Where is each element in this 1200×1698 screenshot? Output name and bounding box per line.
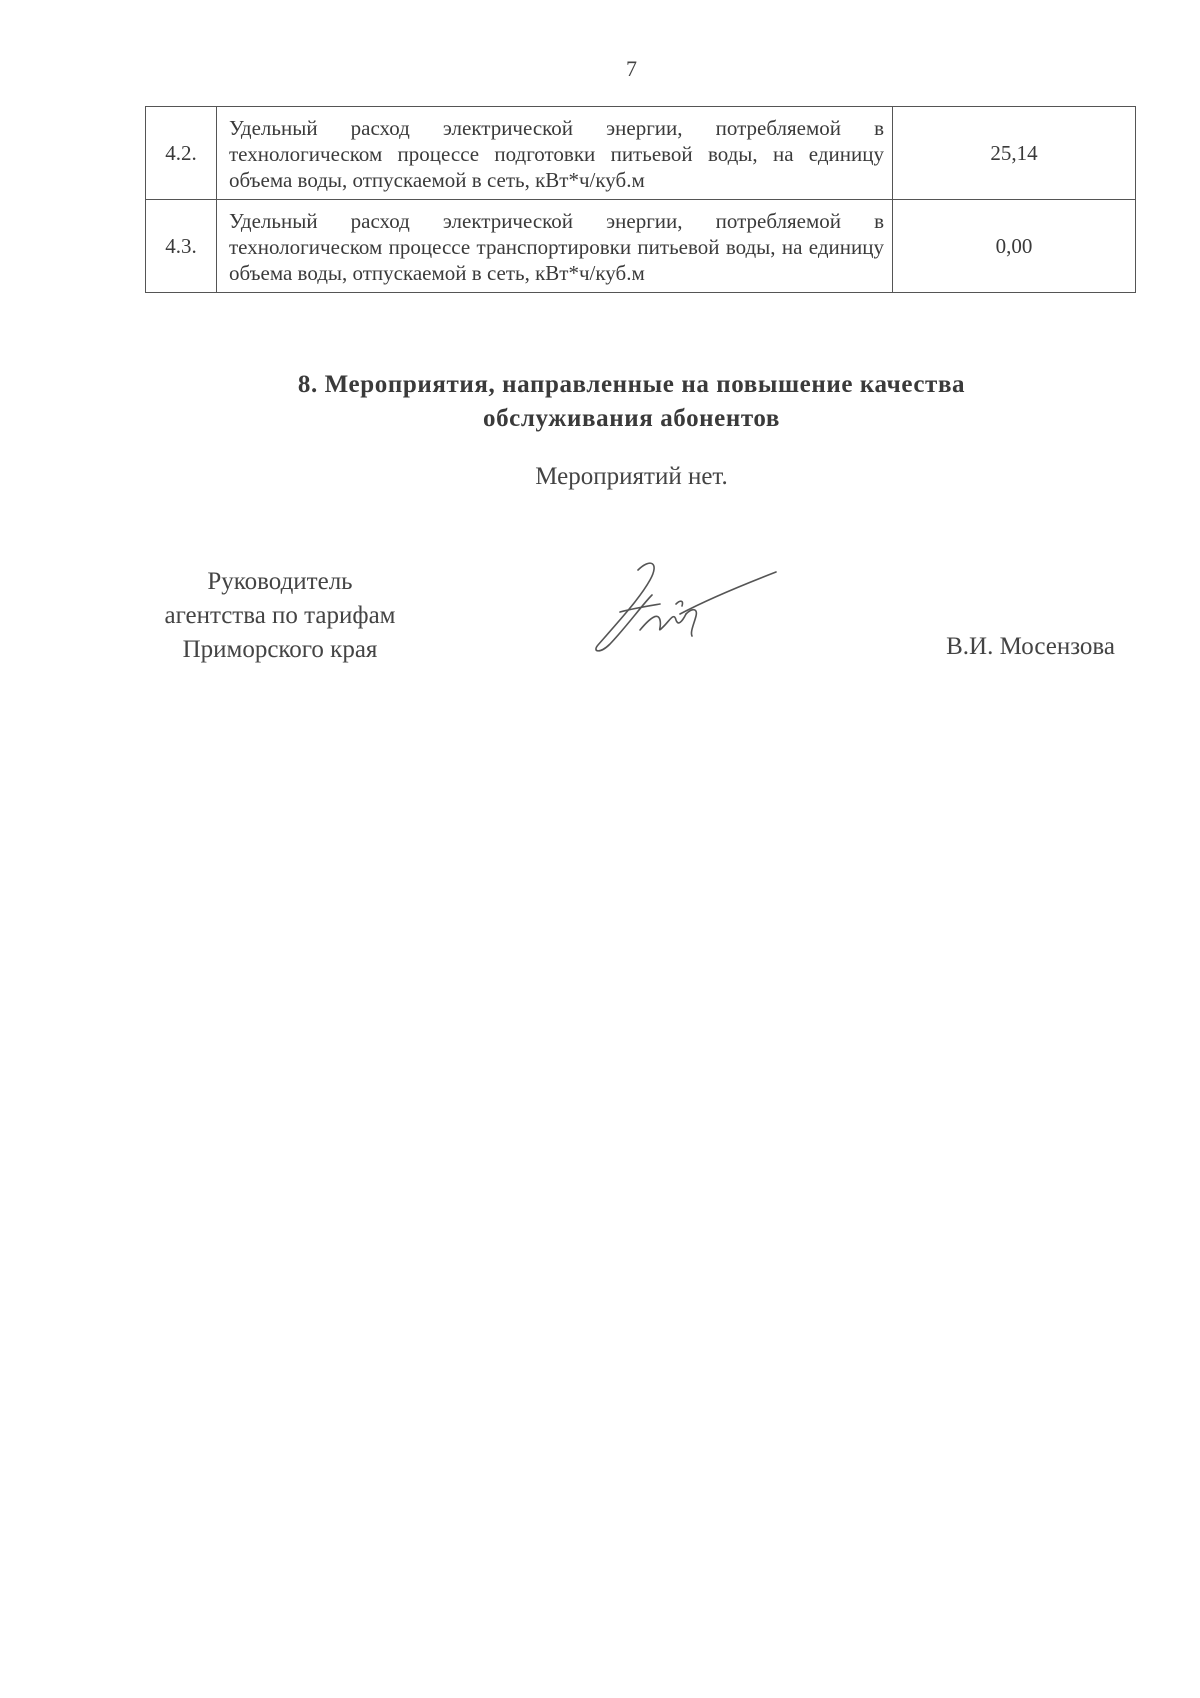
row-description: Удельный расход электрической энергии, потребляемой в технологическом процессе транспортировки питьевой воды, на единицу объема воды, отпускаемой в сеть, кВт*ч/куб.м [217, 200, 893, 293]
table-row [146, 200, 1136, 293]
signer-position-line: Руководитель [207, 568, 353, 595]
row-value: 25,14 [893, 107, 1136, 200]
section-heading-line: 8. Мероприятия, направленные на повышение качества [297, 371, 966, 398]
signer-name: В.И. Мосензова [946, 633, 1115, 660]
signer-position-line: Приморского края [182, 636, 378, 663]
signer-position [125, 565, 435, 667]
indicators-table [145, 106, 1136, 293]
row-number: 4.3. [146, 200, 217, 293]
row-description: Удельный расход электрической энергии, потребляемой в технологическом процессе подготовки питьевой воды, на единицу объема воды, отпускаемой в сеть, кВт*ч/куб.м [217, 107, 893, 200]
section-heading-line: обслуживания абонентов [482, 405, 780, 432]
section-heading [0, 368, 1200, 436]
row-value: 0,00 [893, 200, 1136, 293]
row-number: 4.2. [146, 107, 217, 200]
signer-position-line: агентства по тарифам [164, 602, 396, 629]
page-number: 7 [626, 56, 637, 81]
section-body: Мероприятий нет. [535, 463, 728, 490]
table-row [146, 107, 1136, 200]
signature-icon [580, 550, 780, 660]
